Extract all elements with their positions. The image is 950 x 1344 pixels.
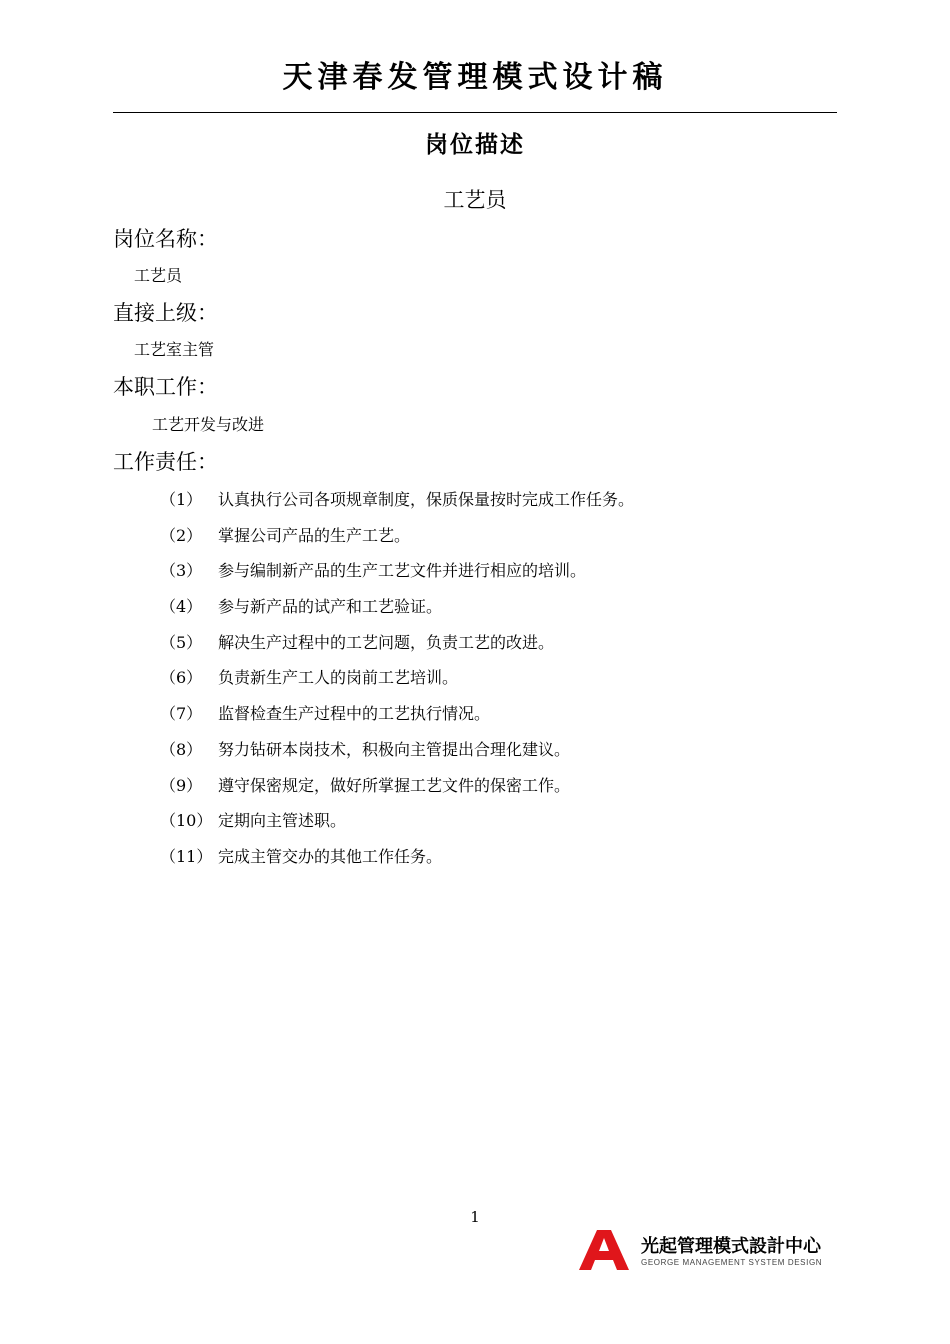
duty-text: 掌握公司产品的生产工艺。 (218, 525, 411, 545)
duty-number: （5） (160, 632, 203, 652)
duty-text: 遵守保密规定，做好所掌握工艺文件的保密工作。 (218, 775, 571, 795)
main-work-value: 工艺开发与改进 (152, 415, 265, 434)
job-title: 工艺员 (443, 188, 507, 212)
duty-number: （1） (160, 490, 203, 509)
list-item (0, 551, 950, 587)
list-item (0, 623, 950, 659)
duty-text: 完成主管交办的其他工作任务。 (218, 846, 443, 866)
duty-text: 参与编制新产品的生产工艺文件并进行相应的培训。 (218, 561, 587, 581)
duty-number: （7） (160, 704, 203, 724)
list-item (0, 480, 950, 516)
supervisor-label: 直接上级： (113, 301, 218, 325)
duty-number: （2） (160, 525, 203, 545)
duty-text: 负责新生产工人的岗前工艺培训。 (218, 668, 459, 688)
duty-text: 参与新产品的试产和工艺验证。 (218, 597, 443, 617)
duty-number: （11） (160, 846, 213, 866)
duty-number: （3） (160, 561, 203, 581)
company-logo (575, 1226, 845, 1274)
position-name-value: 工艺员 (134, 266, 183, 285)
list-item (0, 694, 950, 730)
duty-number: （8） (160, 739, 203, 759)
list-item (0, 516, 950, 552)
logo-subtitle: GEORGE MANAGEMENT SYSTEM DESIGN (641, 1258, 823, 1267)
supervisor-value: 工艺室主管 (134, 340, 215, 359)
logo-a-icon (575, 1228, 633, 1272)
logo-name: 光起管理模式設計中心 (641, 1236, 821, 1257)
main-work-label: 本职工作： (113, 375, 218, 399)
duty-number: （4） (160, 597, 203, 617)
duty-number: （6） (160, 668, 203, 688)
duty-number: （9） (160, 775, 203, 795)
responsibilities-label: 工作责任： (113, 450, 218, 474)
page-number: 1 (470, 1208, 480, 1226)
list-item (0, 730, 950, 766)
section-title: 岗位描述 (425, 132, 525, 158)
document-title: 天津春发管理模式设计稿 (282, 60, 668, 95)
duty-text: 定期向主管述职。 (218, 811, 347, 831)
list-item (0, 658, 950, 694)
duty-text: 认真执行公司各项规章制度，保质保量按时完成工作任务。 (218, 490, 635, 509)
responsibilities-list (0, 480, 950, 873)
list-item (0, 587, 950, 623)
list-item (0, 801, 950, 837)
position-name-label: 岗位名称： (113, 227, 218, 251)
list-item (0, 766, 950, 802)
title-divider (113, 112, 837, 113)
list-item (0, 837, 950, 873)
duty-text: 解决生产过程中的工艺问题，负责工艺的改进。 (218, 632, 555, 652)
duty-number: （10） (160, 811, 213, 831)
duty-text: 监督检查生产过程中的工艺执行情况。 (218, 704, 491, 724)
duty-text: 努力钻研本岗技术，积极向主管提出合理化建议。 (218, 739, 571, 759)
